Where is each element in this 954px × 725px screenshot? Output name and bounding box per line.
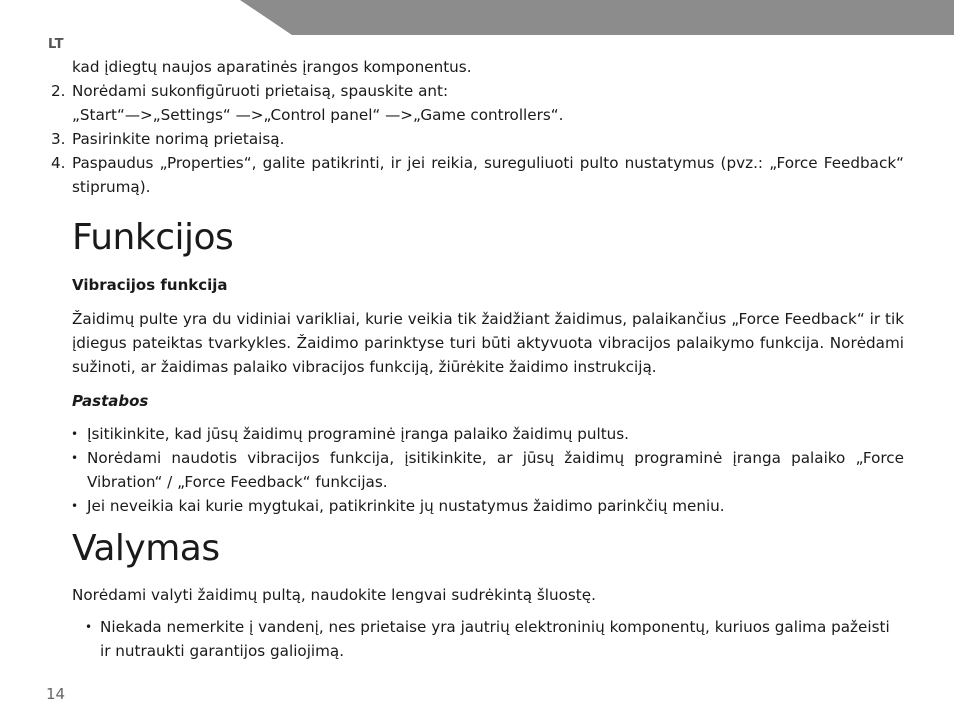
step-text: Norėdami sukonfigūruoti prietaisą, spauskite ant: xyxy=(72,82,449,100)
steps-list xyxy=(51,79,904,199)
header-band xyxy=(240,0,954,35)
page-content xyxy=(51,55,904,663)
list-item xyxy=(51,79,904,127)
list-item xyxy=(72,615,904,663)
list-item xyxy=(51,127,904,151)
step-number: 2. xyxy=(51,82,66,100)
bullet-icon: • xyxy=(85,620,93,634)
step-path: „Start“—>„Settings“ —>„Control panel“ —>„Game controllers“. xyxy=(72,106,564,124)
page-number: 14 xyxy=(46,685,66,703)
vibration-paragraph: Žaidimų pulte yra du vidiniai varikliai, kurie veikia tik žaidžiant žaidimus, palaikančius „Force Feedback“ ir tik įdiegus pateiktas tvarkykles. Žaidimo parinktyse turi būti aktyvuota vibracijos palaikymo funkcija. Norėdami sužinoti, ar žaidimas palaiko vibracijos funkciją, žiūrėkite žaidimo instrukciją. xyxy=(72,310,904,376)
step-text: Paspaudus „Properties“, galite patikrinti, ir jei reikia, sureguliuoti pulto nustatymus (pvz.: „Force Feedback“ stiprumą). xyxy=(72,154,904,196)
note-text: Jei neveikia kai kurie mygtukai, patikrinkite jų nustatymus žaidimo parinkčių meniu. xyxy=(87,497,725,515)
step-number: 3. xyxy=(51,130,66,148)
notes-title: Pastabos xyxy=(72,392,149,410)
intro-continuation: kad įdiegtų naujos aparatinės įrangos komponentus. xyxy=(72,58,472,76)
bullet-icon: • xyxy=(71,451,79,465)
bullet-icon: • xyxy=(71,427,79,441)
list-item xyxy=(72,494,904,518)
vibration-title: Vibracijos funkcija xyxy=(72,276,228,294)
cleaning-paragraph: Norėdami valyti žaidimų pultą, naudokite lengvai sudrėkintą šluostę. xyxy=(72,586,596,604)
cleaning-bullet-text: Niekada nemerkite į vandenį, nes prietaise yra jautrių elektroninių komponentų, kuriuos galima pažeisti ir nutraukti garantijos galiojimą. xyxy=(100,618,890,660)
list-item xyxy=(72,422,904,446)
note-text: Norėdami naudotis vibracijos funkcija, įsitikinkite, ar jūsų žaidimų programinė įranga palaiko „Force Vibration“ / „Force Feedback“ funkcijas. xyxy=(87,449,904,491)
step-text: Pasirinkite norimą prietaisą. xyxy=(72,130,285,148)
section-heading-cleaning: Valymas xyxy=(72,528,220,569)
bullet-icon: • xyxy=(71,499,79,513)
section-heading-functions: Funkcijos xyxy=(72,217,234,258)
language-code: LT xyxy=(48,37,64,52)
notes-list xyxy=(72,422,904,518)
cleaning-list xyxy=(72,615,904,663)
list-item xyxy=(51,151,904,199)
note-text: Įsitikinkite, kad jūsų žaidimų programinė įranga palaiko žaidimų pultus. xyxy=(87,425,630,443)
list-item xyxy=(72,446,904,494)
step-number: 4. xyxy=(51,154,66,172)
